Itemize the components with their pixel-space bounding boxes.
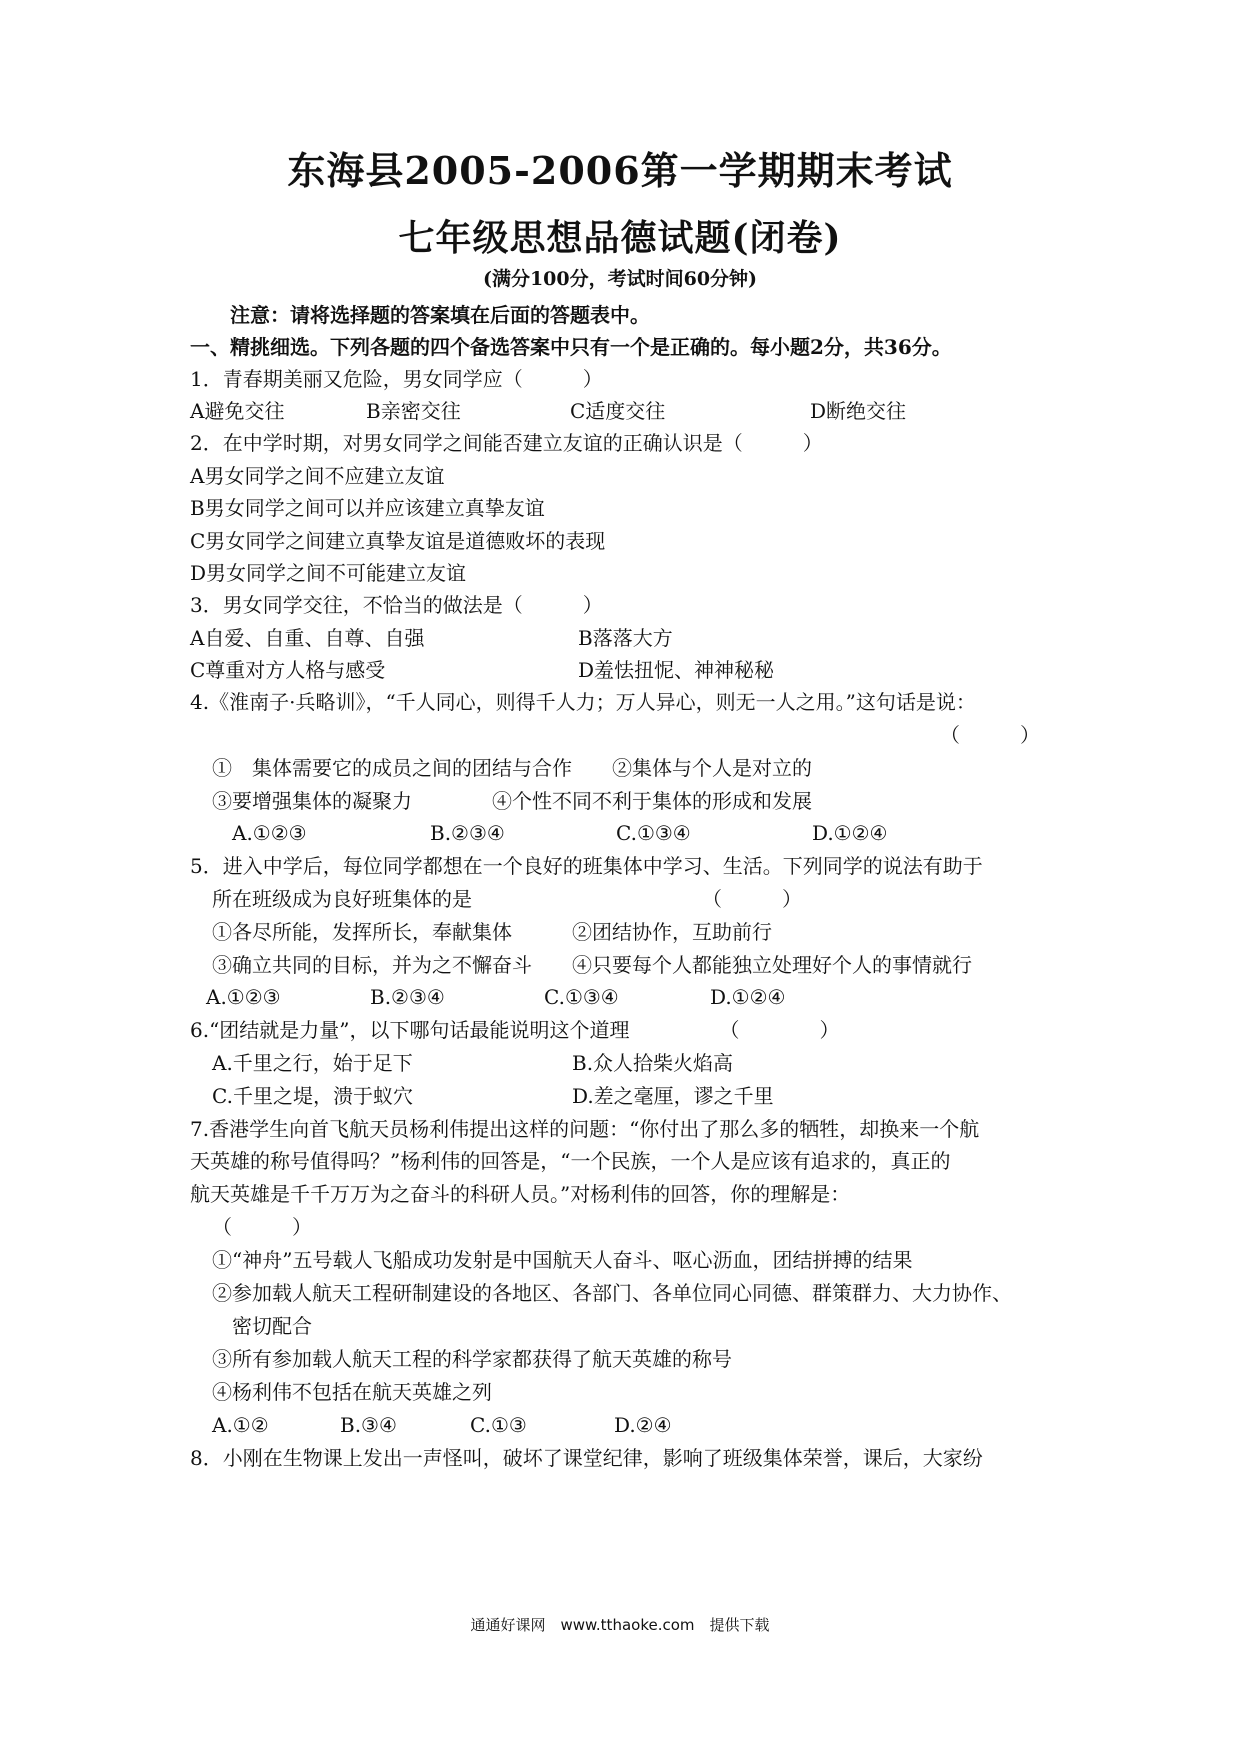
q1-option-a: A避免交往 bbox=[190, 399, 285, 423]
exam-title: 东海县2005-2006第一学期期末考试 bbox=[287, 148, 953, 193]
question-3-stem: 3．男女同学交往，不恰当的做法是（ ） bbox=[190, 593, 603, 617]
q7-statement-2: ②参加载人航天工程研制建设的各地区、各部门、各单位同心同德、群策群力、大力协作、 bbox=[212, 1281, 1012, 1305]
q1-option-c: C适度交往 bbox=[570, 399, 666, 423]
q7-statement-1: ①“神舟”五号载人飞船成功发射是中国航天人奋斗、呕心沥血，团结拼搏的结果 bbox=[212, 1248, 913, 1272]
section-heading: 一、精挑细选。下列各题的四个备选答案中只有一个是正确的。每小题2分，共36分。 bbox=[190, 335, 952, 359]
q7-statement-4: ④杨利伟不包括在航天英雄之列 bbox=[212, 1380, 492, 1404]
q7-option-c: C.①③ bbox=[470, 1413, 527, 1437]
q5-option-d: D.①②④ bbox=[710, 985, 786, 1009]
q6-option-a: A.千里之行，始于足下 bbox=[212, 1051, 413, 1075]
q7-statement-3: ③所有参加载人航天工程的科学家都获得了航天英雄的称号 bbox=[212, 1347, 732, 1371]
q2-option-b: B男女同学之间可以并应该建立真挚友谊 bbox=[190, 496, 545, 520]
q7-statement-2-cont: 密切配合 bbox=[232, 1314, 312, 1338]
question-5-stem-1: 5．进入中学后，每位同学都想在一个良好的班集体中学习、生活。下列同学的说法有助于 bbox=[190, 854, 983, 878]
question-8-stem: 8．小刚在生物课上发出一声怪叫，破坏了课堂纪律，影响了班级集体荣誉，课后，大家纷 bbox=[190, 1446, 983, 1470]
q4-option-d: D.①②④ bbox=[812, 821, 888, 845]
question-4-stem: 4.《淮南子·兵略训》，“千人同心，则得千人力；万人异心，则无一人之用。”这句话是说： bbox=[190, 690, 976, 714]
question-7-stem-2: 天英雄的称号值得吗？”杨利伟的回答是，“一个民族，一个人是应该有追求的，真正的 bbox=[190, 1149, 951, 1173]
page-footer: 通通好课网 www.tthaoke.com 提供下载 bbox=[470, 1616, 770, 1634]
q5-option-c: C.①③④ bbox=[544, 985, 619, 1009]
q4-statements-1: ① 集体需要它的成员之间的团结与合作 ②集体与个人是对立的 bbox=[212, 756, 812, 780]
question-2-stem: 2．在中学时期，对男女同学之间能否建立友谊的正确认识是（ ） bbox=[190, 431, 823, 455]
question-6-stem: 6.“团结就是力量”，以下哪句话最能说明这个道理 （ ） bbox=[190, 1018, 840, 1042]
q7-option-d: D.②④ bbox=[614, 1413, 672, 1437]
exam-notice: 注意：请将选择题的答案填在后面的答题表中。 bbox=[230, 303, 650, 327]
q6-option-b: B.众人拾柴火焰高 bbox=[572, 1051, 734, 1075]
q3-option-c: C尊重对方人格与感受 bbox=[190, 658, 386, 682]
exam-score-time: (满分100分，考试时间60分钟) bbox=[482, 268, 758, 290]
question-7-stem-3: 航天英雄是千千万万为之奋斗的科研人员。”对杨利伟的回答，你的理解是： bbox=[190, 1182, 851, 1206]
question-1-stem: 1．青春期美丽又危险，男女同学应（ ） bbox=[190, 367, 603, 391]
q5-statements-1: ①各尽所能，发挥所长，奉献集体 ②团结协作，互助前行 bbox=[212, 920, 772, 944]
q3-option-b: B落落大方 bbox=[578, 626, 673, 650]
q2-option-a: A男女同学之间不应建立友谊 bbox=[190, 464, 445, 488]
q5-option-a: A.①②③ bbox=[206, 985, 281, 1009]
q4-option-b: B.②③④ bbox=[430, 821, 505, 845]
q4-statements-2: ③要增强集体的凝聚力 ④个性不同不利于集体的形成和发展 bbox=[212, 789, 812, 813]
exam-subject-title: 七年级思想品德试题(闭卷) bbox=[398, 217, 842, 259]
q4-option-c: C.①③④ bbox=[616, 821, 691, 845]
q1-option-d: D断绝交往 bbox=[810, 399, 907, 423]
q2-option-d: D男女同学之间不可能建立友谊 bbox=[190, 561, 467, 585]
q5-statements-2: ③确立共同的目标，并为之不懈奋斗 ④只要每个人都能独立处理好个人的事情就行 bbox=[212, 953, 972, 977]
q5-option-b: B.②③④ bbox=[370, 985, 445, 1009]
q2-option-c: C男女同学之间建立真挚友谊是道德败坏的表现 bbox=[190, 529, 606, 553]
q6-option-d: D.差之毫厘，谬之千里 bbox=[572, 1084, 774, 1108]
q7-answer-paren: （ ） bbox=[212, 1215, 312, 1239]
q1-option-b: B亲密交往 bbox=[366, 399, 461, 423]
q3-option-d: D羞怯扭怩、神神秘秘 bbox=[578, 658, 775, 682]
q3-option-a: A自爱、自重、自尊、自强 bbox=[190, 626, 425, 650]
q4-option-a: A.①②③ bbox=[232, 821, 307, 845]
q7-option-a: A.①② bbox=[212, 1413, 269, 1437]
question-7-stem-1: 7.香港学生向首飞航天员杨利伟提出这样的问题：“你付出了那么多的牺牲，却换来一个航 bbox=[190, 1117, 980, 1141]
question-5-stem-2: 所在班级成为良好班集体的是 （ ） bbox=[212, 887, 802, 911]
q7-option-b: B.③④ bbox=[340, 1413, 397, 1437]
q6-option-c: C.千里之堤，溃于蚁穴 bbox=[212, 1084, 413, 1108]
q4-answer-paren: （ ） bbox=[940, 723, 1040, 747]
